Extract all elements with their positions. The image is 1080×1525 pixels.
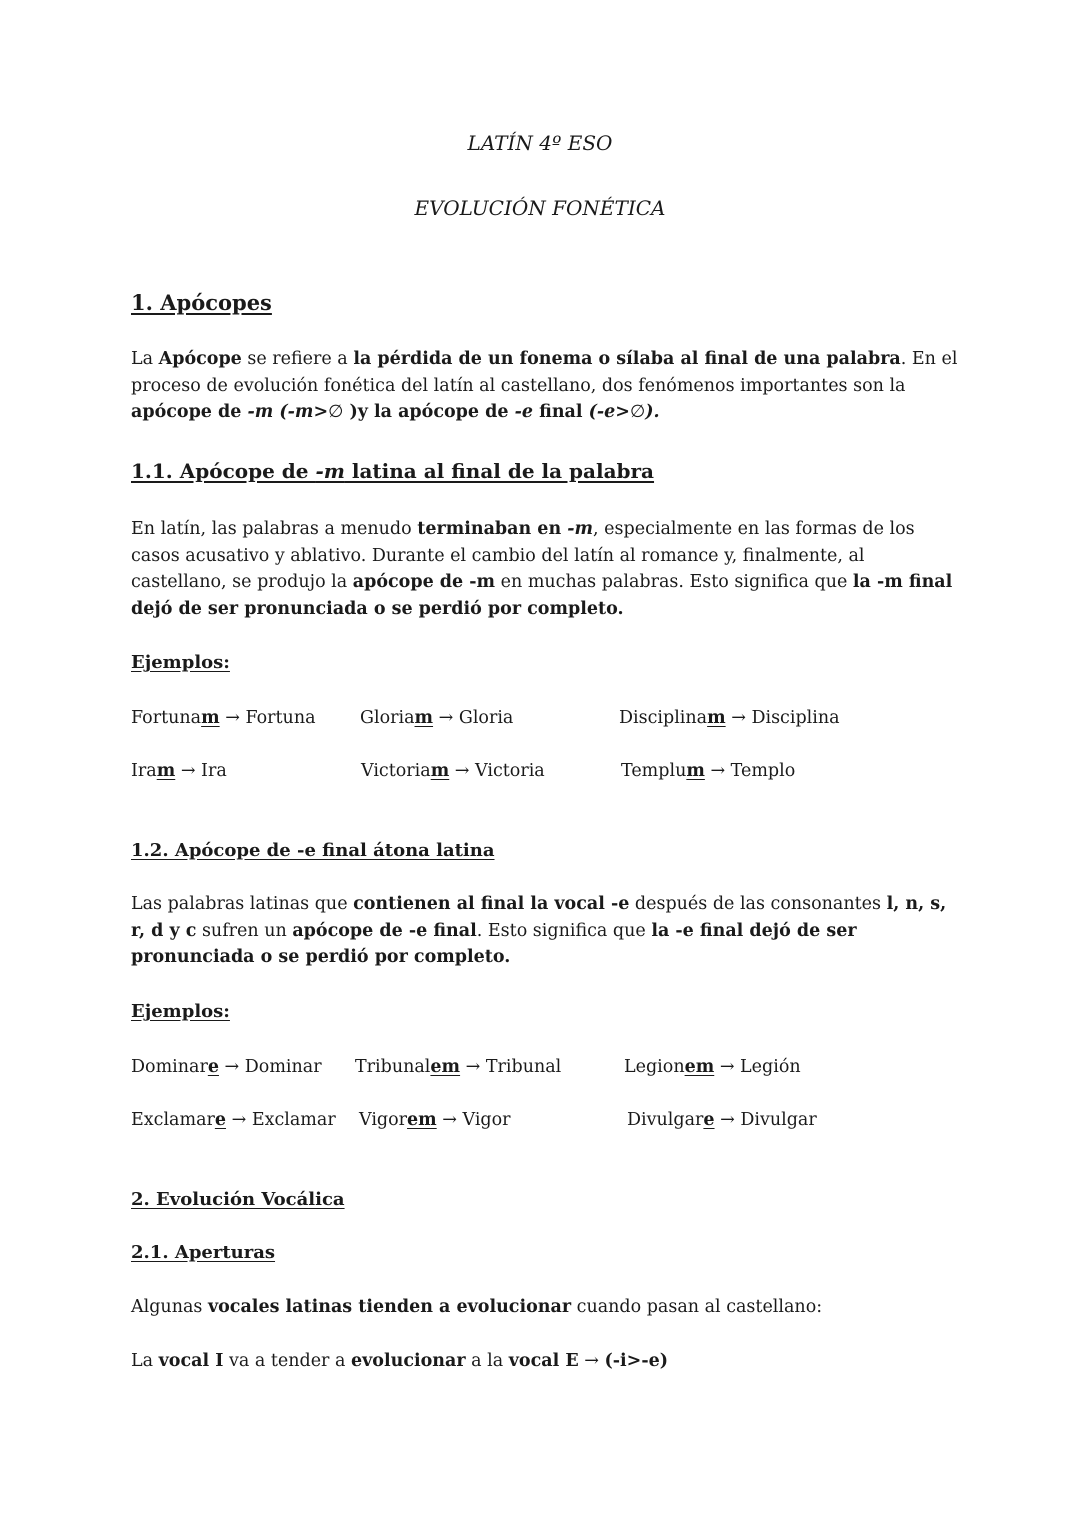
text-run: apócope de -m bbox=[352, 572, 496, 593]
text-run: La bbox=[131, 1351, 159, 1371]
text-run: la pérdida de un fonema o sílaba al final de una palabra bbox=[353, 349, 901, 369]
text-run: se refiere a bbox=[241, 349, 354, 369]
example-item: Iram → Ira bbox=[131, 761, 227, 781]
text-run: -m (-m> bbox=[247, 402, 329, 423]
examples-label: Ejemplos: bbox=[131, 652, 230, 673]
example-item: Gloriam → Gloria bbox=[360, 708, 514, 728]
section-1-2-heading: 1.2. Apócope de -e final átona latina bbox=[131, 840, 495, 861]
text-run: latina al final de la palabra bbox=[344, 459, 655, 483]
text-run: . En el proceso de evolución fonética del latín al castellano, dos fenómenos importantes son la bbox=[131, 349, 958, 396]
text-run: y la apócope de bbox=[357, 402, 515, 423]
text-run: Apócope bbox=[158, 349, 242, 369]
example-item: Divulgare → Divulgar bbox=[627, 1110, 817, 1130]
text-run: En latín, las palabras a menudo bbox=[131, 519, 418, 539]
text-run: evolucionar bbox=[350, 1351, 466, 1371]
example-item: Dominare → Dominar bbox=[131, 1057, 322, 1077]
example-item: Templum → Templo bbox=[621, 761, 796, 781]
empty-set-symbol: ∅ bbox=[629, 402, 646, 423]
text-run: Algunas bbox=[131, 1297, 208, 1317]
section-1-heading: 1. Apócopes bbox=[131, 290, 272, 315]
vowel-rule bbox=[131, 1348, 961, 1375]
text-run: → bbox=[578, 1351, 605, 1371]
topic-title: EVOLUCIÓN FONÉTICA bbox=[414, 196, 666, 220]
text-run: contienen al final la vocal -e bbox=[353, 894, 630, 914]
text-run: , especialmente en las formas de los casos acusativo y ablativo. Durante el cambio del latín al romance y, finalmente, al castellano, se produjo la bbox=[131, 519, 915, 593]
text-run: . Esto significa que bbox=[476, 920, 652, 941]
example-item: Legionem → Legión bbox=[624, 1057, 801, 1077]
example-item: Fortunam → Fortuna bbox=[131, 708, 316, 728]
text-run: -m bbox=[567, 519, 594, 539]
example-item: Exclamare → Exclamar bbox=[131, 1110, 336, 1130]
text-run: ). bbox=[645, 402, 660, 423]
section-1-1-heading bbox=[131, 459, 654, 483]
example-item: Disciplinam → Disciplina bbox=[619, 708, 840, 728]
text-run: (-i>-e) bbox=[604, 1351, 669, 1371]
section-2-1-paragraph bbox=[131, 1294, 961, 1321]
example-item: Vigorem → Vigor bbox=[359, 1110, 511, 1130]
text-run: l, n, s, r, d y c bbox=[131, 894, 947, 941]
text-run: apócope de -e final bbox=[292, 920, 477, 941]
text-run: sufren un bbox=[196, 920, 293, 941]
text-run: vocales latinas tienden a evolucionar bbox=[207, 1297, 572, 1317]
section-2-heading: 2. Evolución Vocálica bbox=[131, 1189, 345, 1210]
text-run: 1.1. Apócope de bbox=[131, 459, 316, 483]
text-run: vocal E bbox=[508, 1351, 579, 1371]
text-run: cuando pasan al castellano: bbox=[571, 1297, 823, 1317]
section-1-1-paragraph bbox=[131, 516, 961, 623]
text-run: después de las consonantes bbox=[629, 894, 887, 914]
text-run: en muchas palabras. Esto significa que bbox=[495, 572, 853, 593]
section-2-1-heading: 2.1. Aperturas bbox=[131, 1242, 276, 1263]
text-run: La bbox=[131, 349, 159, 369]
text-run: -m bbox=[315, 459, 345, 483]
course-title: LATÍN 4º ESO bbox=[467, 131, 613, 155]
text-run: terminaban en bbox=[417, 519, 568, 539]
examples-label: Ejemplos: bbox=[131, 1001, 230, 1022]
text-run: apócope de bbox=[131, 402, 248, 423]
text-run: Las palabras latinas que bbox=[131, 894, 354, 914]
text-run: -e bbox=[514, 402, 533, 423]
section-1-2-paragraph bbox=[131, 891, 961, 971]
text-run: la -e final dejó de ser pronunciada o se perdió por completo. bbox=[131, 920, 857, 968]
empty-set-symbol: ∅ bbox=[328, 402, 344, 423]
text-run: va a tender a bbox=[223, 1351, 351, 1371]
text-run: vocal I bbox=[158, 1351, 224, 1371]
text-run: la -m final dejó de ser pronunciada o se perdió por completo. bbox=[131, 572, 953, 620]
text-run: a la bbox=[465, 1351, 509, 1371]
example-item: Victoriam → Victoria bbox=[361, 761, 545, 781]
text-run: final bbox=[533, 402, 589, 423]
text-run: ) bbox=[343, 402, 358, 423]
example-item: Tribunalem → Tribunal bbox=[355, 1057, 562, 1077]
text-run: (-e> bbox=[588, 402, 630, 423]
section-1-paragraph bbox=[131, 346, 961, 426]
